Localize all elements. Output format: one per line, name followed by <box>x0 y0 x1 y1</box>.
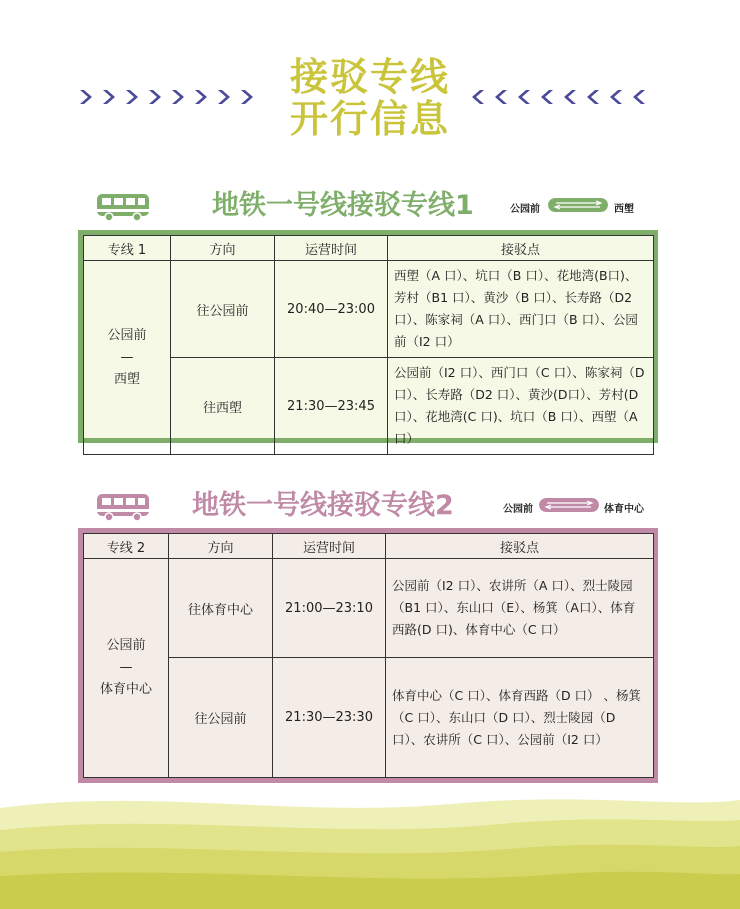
route-name-cell <box>84 261 171 455</box>
column-header-stops: 接驳点 <box>388 236 654 261</box>
line2-heading <box>0 486 740 526</box>
stops-cell: 公园前（I2 口）、农讲所（A 口）、烈士陵园（B1 口）、东山口（E）、杨箕（A口）、体育西路(D 口)、体育中心（C 口） <box>386 559 654 658</box>
column-header-stops: 接驳点 <box>386 534 654 559</box>
direction-cell: 往公园前 <box>169 658 273 778</box>
line2-title: 地铁一号线接驳专线2 <box>192 490 454 521</box>
route-to-label: 西塱 <box>614 204 634 215</box>
line1-title: 地铁一号线接驳专线1 <box>212 190 474 221</box>
route-name-top: 公园前 <box>106 638 146 653</box>
table-row <box>84 559 654 658</box>
route-arrow-icon <box>548 198 608 212</box>
table-row <box>84 261 654 358</box>
line1-schedule-table <box>83 235 654 455</box>
direction-cell: 往西塱 <box>171 358 275 455</box>
column-header-hours: 运营时间 <box>273 534 386 559</box>
chevrons-right-decoration <box>78 86 268 110</box>
hours-cell: 20:40—23:00 <box>275 261 388 358</box>
page-title-line2: 开行信息 <box>289 97 450 141</box>
route-name-cell <box>84 559 169 778</box>
direction-cell: 往公园前 <box>171 261 275 358</box>
table-row <box>84 658 654 778</box>
line2-route-diagram <box>503 498 653 518</box>
column-header-direction: 方向 <box>169 534 273 559</box>
line2-schedule-panel <box>78 528 658 783</box>
route-name-sep: — <box>119 660 133 675</box>
hours-cell: 21:30—23:30 <box>273 658 386 778</box>
route-name-top: 公园前 <box>107 327 147 343</box>
route-name-bottom: 西塱 <box>113 371 140 387</box>
route-name-bottom: 体育中心 <box>99 682 152 697</box>
page-title-line1: 接驳专线 <box>289 55 450 99</box>
bus-icon <box>96 192 150 222</box>
table-header-row <box>84 236 654 261</box>
line1-schedule-panel <box>78 230 658 446</box>
chevrons-left-decoration <box>470 86 660 110</box>
stops-cell: 西塱（A 口）、坑口（B 口）、花地湾(B口)、芳村（B1 口）、黄沙（B 口）、长寿路（D2 口）、陈家祠（A 口）、西门口（B 口）、公园前（I2 口） <box>388 261 654 358</box>
hours-cell: 21:30—23:45 <box>275 358 388 455</box>
bus-icon <box>96 492 150 522</box>
route-from-label: 公园前 <box>503 504 533 515</box>
hours-cell: 21:00—23:10 <box>273 559 386 658</box>
direction-cell: 往体育中心 <box>169 559 273 658</box>
route-name-sep: — <box>120 349 134 365</box>
column-header-line: 专线 1 <box>84 236 171 261</box>
line1-heading <box>0 186 740 226</box>
column-header-hours: 运营时间 <box>275 236 388 261</box>
column-header-line: 专线 2 <box>84 534 169 559</box>
table-header-row <box>84 534 654 559</box>
stops-cell: 公园前（I2 口）、西门口（C 口）、陈家祠（D 口）、长寿路（D2 口）、黄沙(D口）、芳村(D 口）、花地湾(C 口)、坑口（B 口）、西塱（A 口） <box>388 358 654 455</box>
route-arrow-icon <box>539 498 599 512</box>
line2-schedule-table <box>83 533 654 778</box>
column-header-direction: 方向 <box>171 236 275 261</box>
route-from-label: 公园前 <box>510 204 540 215</box>
wave-decoration <box>0 790 740 909</box>
stops-cell: 体育中心（C 口）、体育西路（D 口） 、杨箕（C 口）、东山口（D 口）、烈士陵园（D 口）、农讲所（C 口）、公园前（I2 口） <box>386 658 654 778</box>
route-to-label: 体育中心 <box>604 504 644 515</box>
line1-route-diagram <box>510 198 650 218</box>
